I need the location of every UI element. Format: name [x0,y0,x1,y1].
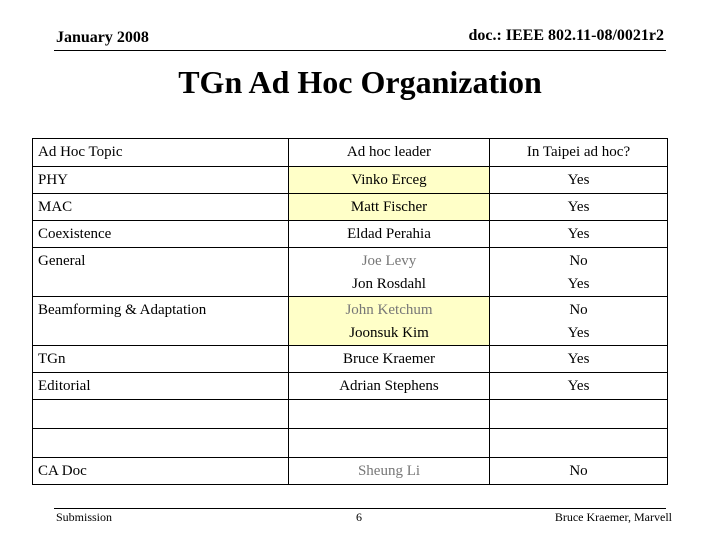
taipei-value-secondary: Yes [567,276,590,292]
taipei-cell: No [490,458,668,485]
table-row [33,373,668,400]
table-row [33,297,668,346]
table-row [33,167,668,194]
leader-cell [289,297,490,346]
leader-name-secondary: Joonsuk Kim [349,325,429,341]
taipei-value-primary: No [569,302,588,318]
topic-cell [33,429,289,458]
table-row [33,248,668,297]
leader-cell: Vinko Erceg [289,167,490,194]
footer-page-number: 6 [356,510,362,524]
taipei-cell: Yes [490,194,668,221]
taipei-cell [490,297,668,346]
taipei-cell: Yes [490,167,668,194]
header-date: January 2008 [56,29,149,46]
leader-cell: Bruce Kraemer [289,346,490,373]
leader-cell [289,400,490,429]
taipei-cell: Yes [490,373,668,400]
table-row [33,221,668,248]
taipei-cell: Yes [490,221,668,248]
leader-cell: Matt Fischer [289,194,490,221]
topic-cell [33,400,289,429]
leader-name-secondary: Jon Rosdahl [352,276,426,292]
header-doc-id: doc.: IEEE 802.11-08/0021r2 [468,27,664,44]
leader-name-primary: Joe Levy [361,253,417,269]
taipei-cell: Yes [490,346,668,373]
table-row [33,458,668,485]
leader-cell [289,429,490,458]
topic-cell: Editorial [33,373,289,400]
slide-title: TGn Ad Hoc Organization [178,64,542,100]
leader-cell: Adrian Stephens [289,373,490,400]
leader-name-primary: John Ketchum [345,302,433,318]
topic-cell: TGn [33,346,289,373]
topic-cell: Beamforming & Adaptation [33,297,289,346]
header-divider [54,50,666,51]
header-cell-topic: Ad Hoc Topic [33,139,289,167]
topic-cell: General [33,248,289,297]
leader-cell: Eldad Perahia [289,221,490,248]
leader-cell: Sheung Li [289,458,490,485]
taipei-value-primary: No [569,253,588,269]
taipei-cell [490,400,668,429]
table-row [33,194,668,221]
topic-cell: Coexistence [33,221,289,248]
footer-divider [54,508,666,509]
footer-author: Bruce Kraemer, Marvell [554,510,672,524]
footer-submission: Submission [56,510,113,524]
topic-cell: PHY [33,167,289,194]
taipei-cell [490,429,668,458]
table-row [33,346,668,373]
table-header-row [33,139,668,167]
leader-cell [289,248,490,297]
header-cell-leader: Ad hoc leader [289,139,490,167]
ad-hoc-table [32,138,668,485]
table-row-empty [33,400,668,429]
topic-cell: MAC [33,194,289,221]
topic-cell: CA Doc [33,458,289,485]
taipei-cell [490,248,668,297]
taipei-value-secondary: Yes [567,325,590,341]
header-cell-taipei: In Taipei ad hoc? [490,139,668,167]
table-row-empty [33,429,668,458]
